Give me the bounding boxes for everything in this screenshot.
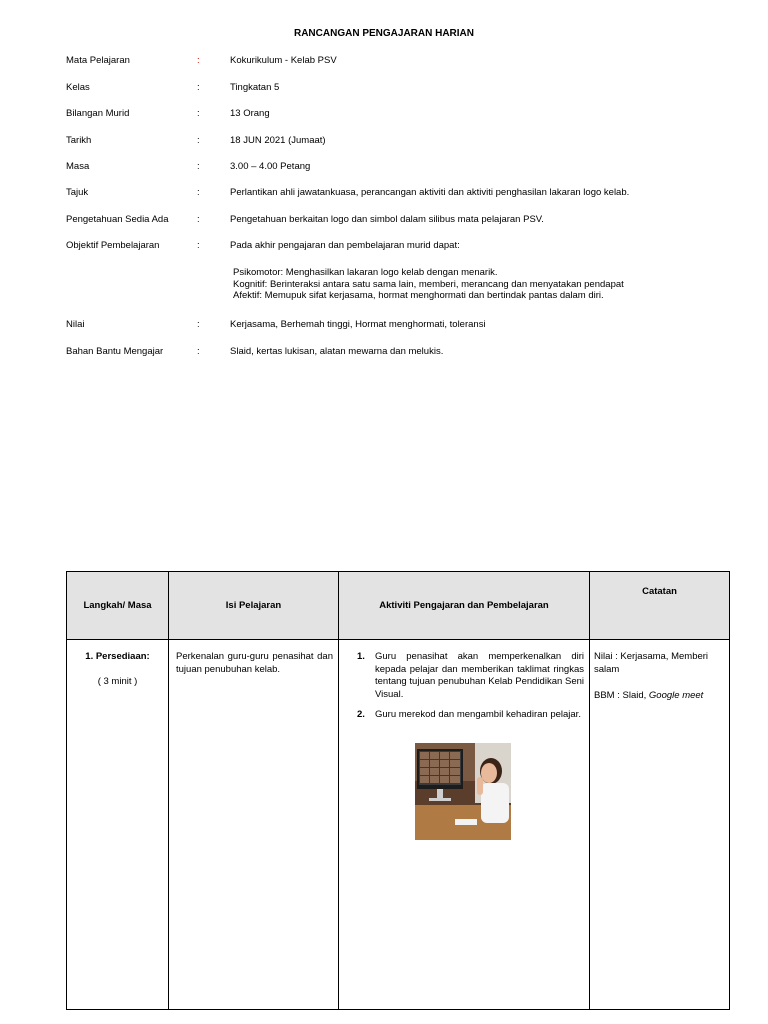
- content-text: Perkenalan guru-guru penasihat dan tujuan penubuhan kelab.: [176, 651, 333, 675]
- objective-affective: Afektif: Memupuk sifat kerjasama, hormat menghormati dan bertindak pantas dalam diri.: [233, 290, 604, 301]
- header-notes: Catatan: [590, 572, 730, 640]
- activity-number: 2.: [357, 709, 365, 720]
- info-row-time: [66, 161, 726, 175]
- step-title: 1. Persediaan:: [85, 651, 150, 662]
- info-row-student-count: [66, 108, 726, 122]
- objective-cognitive: Kognitif: Berinteraksi antara satu sama lain, memberi, merancang dan menyatakan pendapat: [233, 278, 624, 290]
- info-value: Tingkatan 5: [230, 82, 280, 93]
- info-label: Mata Pelajaran: [66, 55, 130, 66]
- info-row-class: [66, 82, 726, 96]
- notes-bbm-tool: Google meet: [648, 690, 704, 701]
- info-row-subject: [66, 55, 726, 69]
- info-value: Slaid, kertas lukisan, alatan mewarna dan melukis.: [230, 346, 444, 357]
- video-call-photo: [415, 743, 511, 840]
- info-value: 3.00 – 4.00 Petang: [230, 161, 311, 172]
- info-label: Nilai: [66, 319, 85, 330]
- step-time: ( 3 minit ): [97, 676, 138, 687]
- notes-values: Nilai : Kerjasama, Memberi salam: [594, 651, 709, 675]
- info-colon: :: [197, 346, 200, 357]
- header-activities: Aktiviti Pengajaran dan Pembelajaran: [339, 572, 590, 640]
- info-value: Pengetahuan berkaitan logo dan simbol dalam silibus mata pelajaran PSV.: [230, 214, 544, 225]
- activity-text: Guru merekod dan mengambil kehadiran pelajar.: [375, 709, 581, 720]
- step-cell: [67, 640, 169, 1010]
- info-value: Pada akhir pengajaran dan pembelajaran murid dapat:: [230, 240, 460, 251]
- activity-item: [357, 651, 584, 701]
- lesson-table: [66, 571, 730, 1010]
- notes-bbm-prefix: BBM : Slaid,: [594, 690, 649, 701]
- info-colon: :: [197, 187, 200, 198]
- info-row-topic: [66, 187, 726, 201]
- notes-bbm: [594, 690, 725, 703]
- info-label: Tajuk: [66, 187, 89, 198]
- content-cell: [169, 640, 339, 1010]
- table-row: [67, 640, 730, 1010]
- info-colon: :: [197, 161, 200, 172]
- activity-text: Guru penasihat akan memperkenalkan diri kepada pelajar dan memberikan taklimat ringkas tentang tujuan penubuhan Kelab Pendidikan Seni Visual.: [375, 651, 584, 700]
- objective-psychomotor: Psikomotor: Menghasilkan lakaran logo kelab dengan menarik.: [233, 267, 498, 278]
- info-label: Tarikh: [66, 135, 92, 146]
- activity-item: [357, 709, 584, 722]
- info-label: Masa: [66, 161, 90, 172]
- info-value: 18 JUN 2021 (Jumaat): [230, 135, 326, 146]
- info-colon: :: [197, 108, 200, 119]
- info-label: Objektif Pembelajaran: [66, 240, 160, 251]
- info-value: Kerjasama, Berhemah tinggi, Hormat menghormati, toleransi: [230, 319, 486, 330]
- notes-cell: [590, 640, 730, 1010]
- document-title: RANCANGAN PENGAJARAN HARIAN: [293, 28, 474, 39]
- info-label: Pengetahuan Sedia Ada: [66, 214, 169, 225]
- info-colon: :: [197, 135, 200, 146]
- info-colon: :: [197, 214, 200, 225]
- info-value: 13 Orang: [230, 108, 270, 119]
- info-row-teaching-aids: [66, 346, 726, 360]
- info-colon: :: [197, 82, 200, 93]
- info-label: Bahan Bantu Mengajar: [66, 346, 164, 357]
- header-step-time: Langkah/ Masa: [67, 572, 169, 640]
- info-colon: :: [197, 55, 200, 66]
- info-row-prior-knowledge: [66, 214, 726, 228]
- info-row-objectives: [66, 240, 726, 254]
- info-row-values: [66, 319, 726, 333]
- info-value: Perlantikan ahli jawatankuasa, perancangan aktiviti dan aktiviti penghasilan lakaran logo kelab.: [230, 187, 630, 198]
- info-value: Kokurikulum - Kelab PSV: [230, 55, 337, 66]
- info-label: Kelas: [66, 82, 90, 93]
- info-colon: :: [197, 319, 200, 330]
- info-colon: :: [197, 240, 200, 251]
- table-header-row: [67, 572, 730, 640]
- info-label: Bilangan Murid: [66, 108, 130, 119]
- objectives-list: [233, 267, 624, 302]
- info-row-date: [66, 135, 726, 149]
- activity-number: 1.: [357, 651, 365, 662]
- header-lesson-content: Isi Pelajaran: [169, 572, 339, 640]
